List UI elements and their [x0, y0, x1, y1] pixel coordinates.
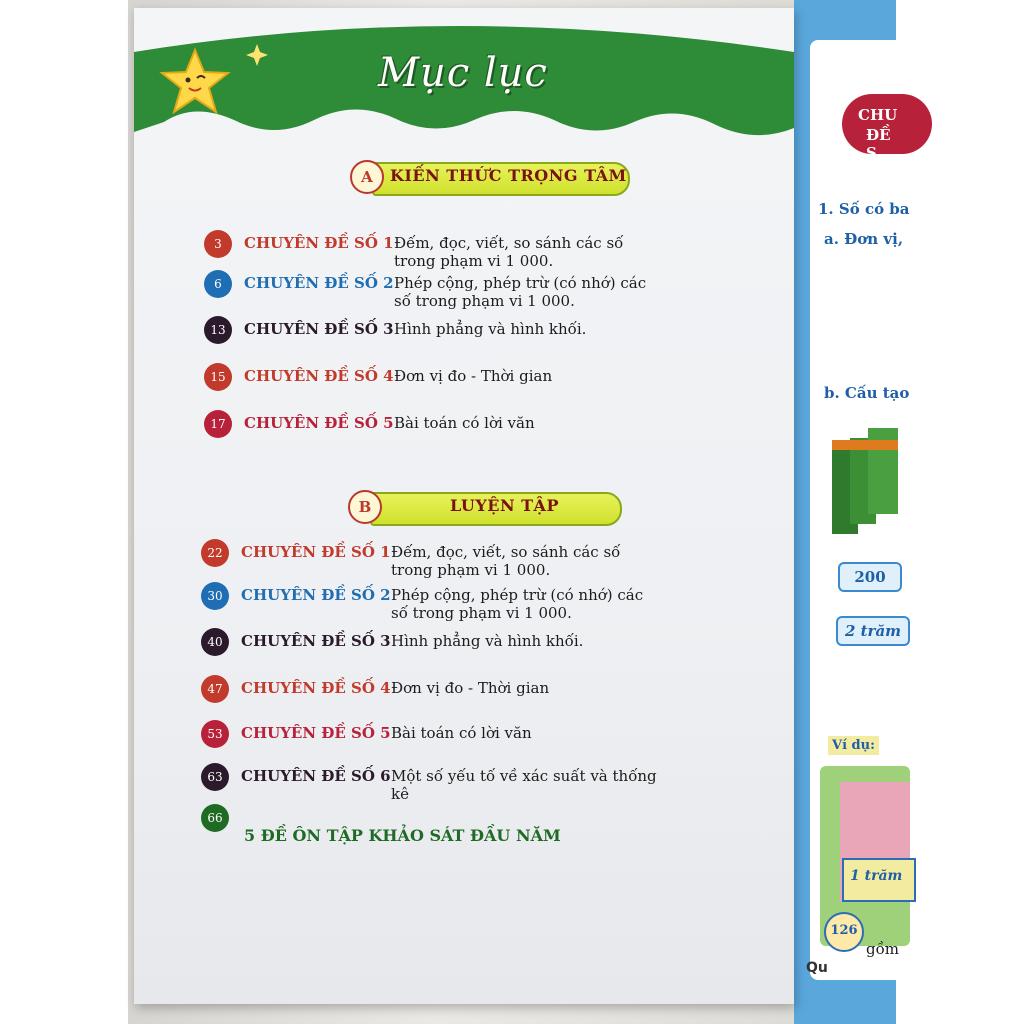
- right-page-header-line2: ĐỀ S: [866, 126, 891, 162]
- blocks-illustration: [828, 418, 898, 538]
- right-page-box-200: 200: [838, 562, 902, 592]
- page-number-bullet: 63: [201, 763, 229, 791]
- topic-label: CHUYÊN ĐỀ SỐ 2: [244, 274, 394, 292]
- toc-row[interactable]: [0, 582, 660, 622]
- star-mascot-icon: [160, 48, 230, 114]
- toc-row[interactable]: [0, 675, 660, 707]
- topic-description: Hình phẳng và hình khối.: [394, 320, 587, 338]
- section-a-label: KIẾN THỨC TRỌNG TÂM: [390, 166, 627, 185]
- topic-label: CHUYÊN ĐỀ SỐ 1: [241, 543, 391, 561]
- topic-label: CHUYÊN ĐỀ SỐ 6: [241, 767, 391, 785]
- right-page-box-2-tram: 2 trăm: [836, 616, 910, 646]
- topic-description: Đếm, đọc, viết, so sánh các số trong phạm vi 1 000.: [394, 234, 624, 270]
- final-item-label: 5 ĐỀ ÔN TẬP KHẢO SÁT ĐẦU NĂM: [244, 826, 561, 845]
- right-page-line3: b. Cấu tạo: [824, 384, 910, 402]
- section-a-badge: A: [350, 160, 384, 194]
- topic-label: CHUYÊN ĐỀ SỐ 3: [241, 632, 391, 650]
- page-number-bullet: 15: [204, 363, 232, 391]
- section-b-label: LUYỆN TẬP: [450, 496, 559, 515]
- topic-label: CHUYÊN ĐỀ SỐ 1: [244, 234, 394, 252]
- right-page-number-circle: 126: [824, 912, 864, 952]
- topic-description: Bài toán có lời văn: [391, 724, 532, 742]
- section-b-header: [348, 490, 628, 524]
- topic-label: CHUYÊN ĐỀ SỐ 3: [244, 320, 394, 338]
- page-number-bullet: 40: [201, 628, 229, 656]
- topic-label: CHUYÊN ĐỀ SỐ 4: [241, 679, 391, 697]
- topic-label: CHUYÊN ĐỀ SỐ 5: [241, 724, 391, 742]
- toc-row[interactable]: [0, 270, 660, 310]
- right-page-line2: a. Đơn vị,: [824, 230, 904, 248]
- topic-label: CHUYÊN ĐỀ SỐ 4: [244, 367, 394, 385]
- page-number-bullet: 30: [201, 582, 229, 610]
- toc-row[interactable]: [0, 363, 660, 395]
- sparkle-icon: [246, 44, 268, 66]
- topic-description: Bài toán có lời văn: [394, 414, 535, 432]
- page-number-bullet: 53: [201, 720, 229, 748]
- page-number-bullet: 6: [204, 270, 232, 298]
- toc-row[interactable]: [0, 410, 660, 442]
- toc-row[interactable]: [0, 230, 660, 270]
- topic-description: Đơn vị đo - Thời gian: [394, 367, 553, 385]
- right-page-header-line1: CHU: [858, 106, 898, 124]
- toc-row[interactable]: [0, 539, 660, 579]
- page-number-bullet: 3: [204, 230, 232, 258]
- topic-description: Phép cộng, phép trừ (có nhớ) các số trong phạm vi 1 000.: [391, 586, 644, 622]
- toc-row[interactable]: [0, 720, 660, 752]
- toc-row[interactable]: [0, 763, 660, 803]
- toc-row[interactable]: [0, 316, 660, 348]
- page-number-bullet: 22: [201, 539, 229, 567]
- right-page-box-1-tram: 1 trăm: [850, 868, 903, 884]
- toc-row[interactable]: [0, 628, 660, 660]
- page-number-bullet: 47: [201, 675, 229, 703]
- topic-label: CHUYÊN ĐỀ SỐ 2: [241, 586, 391, 604]
- section-b-badge: B: [348, 490, 382, 524]
- page-number-bullet: 13: [204, 316, 232, 344]
- right-page: [794, 0, 910, 1024]
- topic-description: Đếm, đọc, viết, so sánh các số trong phạm vi 1 000.: [391, 543, 621, 579]
- topic-description: Một số yếu tố về xác suất và thống kê: [391, 767, 657, 803]
- topic-description: Đơn vị đo - Thời gian: [391, 679, 550, 697]
- page-number-bullet: 17: [204, 410, 232, 438]
- right-page-example-label: Ví dụ:: [828, 736, 879, 755]
- right-page-circle-suffix: gồm: [866, 940, 900, 958]
- page-number-bullet: 66: [201, 804, 229, 832]
- section-a-header: [350, 160, 630, 194]
- topic-description: Phép cộng, phép trừ (có nhớ) các số trong phạm vi 1 000.: [394, 274, 647, 310]
- topic-label: CHUYÊN ĐỀ SỐ 5: [244, 414, 394, 432]
- final-toc-row[interactable]: [0, 804, 660, 845]
- page-title: Mục lục: [378, 50, 548, 96]
- publisher-logo: Qu: [806, 960, 828, 976]
- right-page-line1: 1. Số có ba: [818, 200, 910, 218]
- topic-description: Hình phẳng và hình khối.: [391, 632, 584, 650]
